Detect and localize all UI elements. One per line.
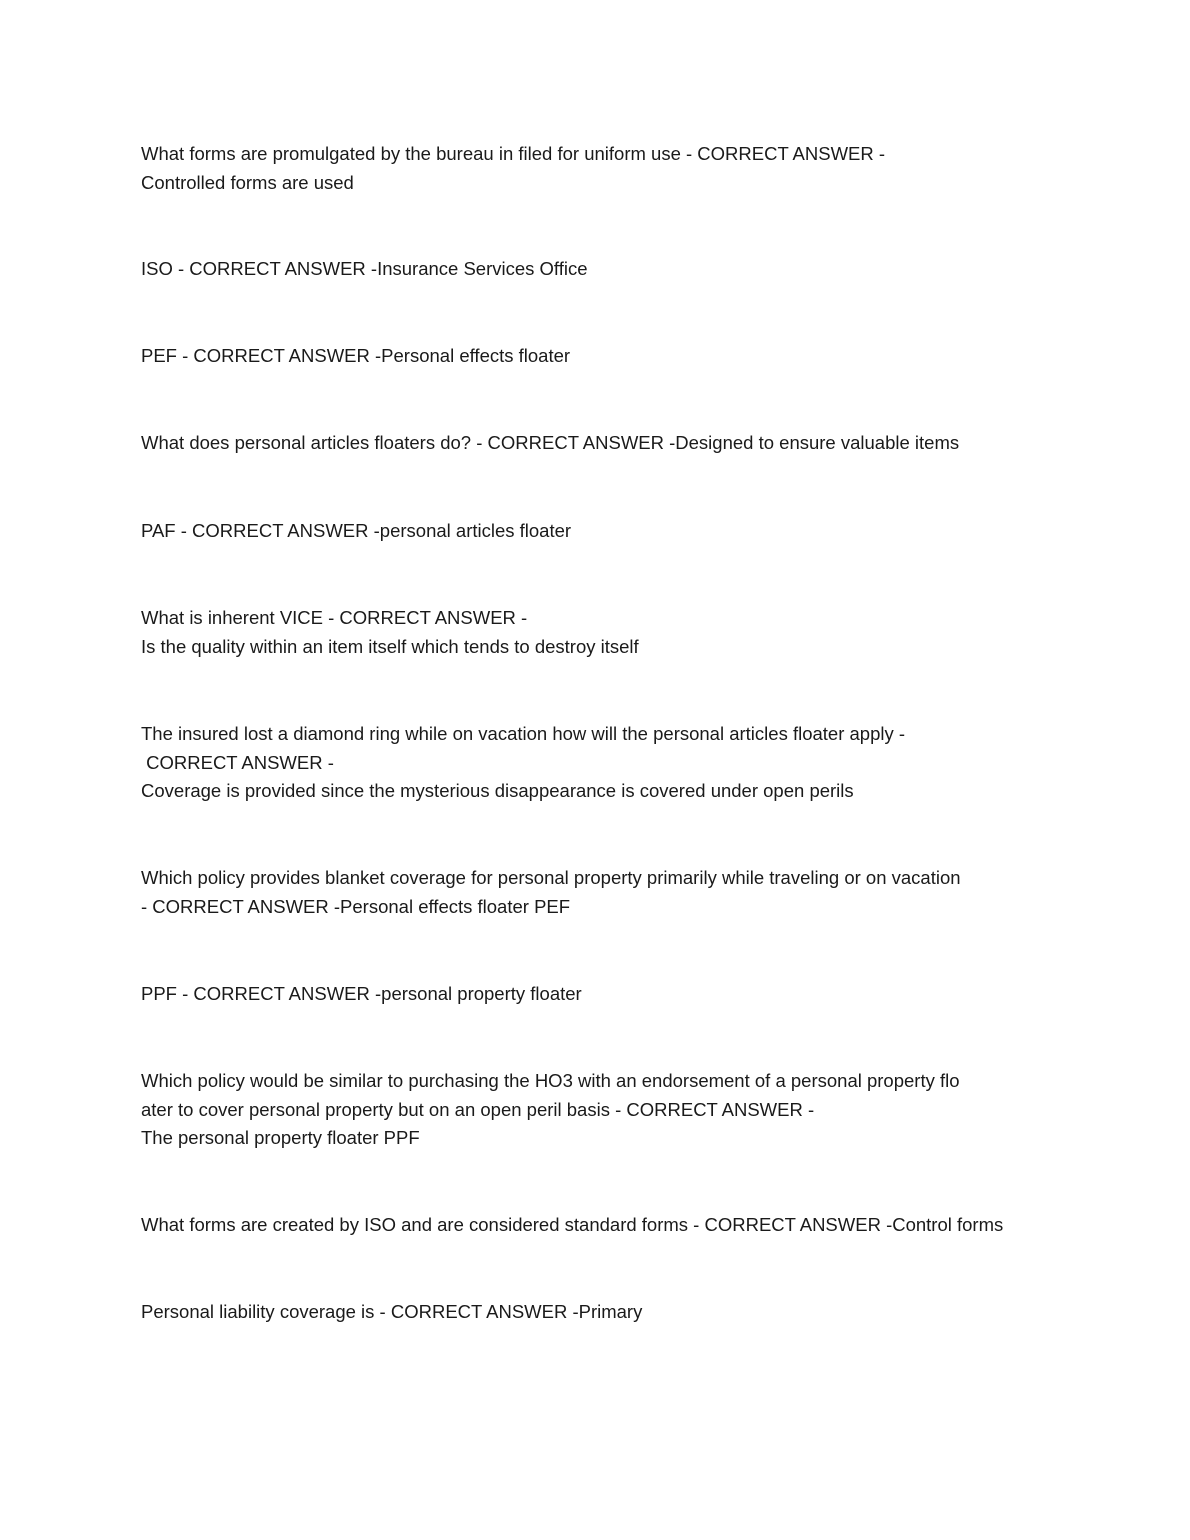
qa-entry-4	[141, 429, 1061, 458]
entry-line: What does personal articles floaters do? - CORRECT ANSWER -Designed to ensure valuable items	[141, 432, 960, 453]
entry-line: PEF - CORRECT ANSWER -Personal effects floater	[141, 345, 571, 366]
entry-line: Is the quality within an item itself which tends to destroy itself	[141, 635, 639, 657]
entry-line: Personal liability coverage is - CORRECT ANSWER -Primary	[141, 1301, 643, 1322]
entry-line: Which policy provides blanket coverage for personal property primarily while traveling or on vacation	[141, 867, 961, 888]
entry-line: PAF - CORRECT ANSWER -personal articles floater	[141, 520, 572, 541]
qa-entry-12	[141, 1298, 1061, 1327]
qa-entry-9	[141, 980, 1061, 1009]
qa-entry-11	[141, 1211, 1061, 1240]
qa-entry-6	[141, 604, 1061, 661]
entry-line: CORRECT ANSWER -	[141, 751, 334, 773]
qa-entry-2	[141, 255, 1061, 284]
entry-line: What forms are created by ISO and are considered standard forms - CORRECT ANSWER -Control forms	[141, 1214, 1004, 1235]
entry-line: What is inherent VICE - CORRECT ANSWER -	[141, 607, 528, 628]
entry-line: ISO - CORRECT ANSWER -Insurance Services Office	[141, 258, 588, 279]
qa-entry-5	[141, 517, 1061, 546]
entry-line: PPF - CORRECT ANSWER -personal property floater	[141, 983, 582, 1004]
entry-line: The personal property floater PPF	[141, 1127, 420, 1148]
qa-entry-1	[141, 140, 1061, 197]
entry-line: ater to cover personal property but on an open peril basis - CORRECT ANSWER -	[141, 1098, 815, 1120]
entry-line: Which policy would be similar to purchasing the HO3 with an endorsement of a personal property flo	[141, 1070, 960, 1091]
qa-entry-7	[141, 720, 1061, 806]
entry-line: Controlled forms are used	[141, 171, 354, 193]
entry-line: Coverage is provided since the mysterious disappearance is covered under open perils	[141, 780, 854, 801]
qa-entry-10	[141, 1067, 1061, 1153]
qa-entry-3	[141, 342, 1061, 371]
qa-entry-8	[141, 864, 1061, 921]
entry-line: - CORRECT ANSWER -Personal effects floater PEF	[141, 895, 571, 917]
entry-line: The insured lost a diamond ring while on vacation how will the personal articles floater apply -	[141, 723, 906, 744]
entry-line: What forms are promulgated by the bureau in filed for uniform use - CORRECT ANSWER -	[141, 143, 886, 164]
